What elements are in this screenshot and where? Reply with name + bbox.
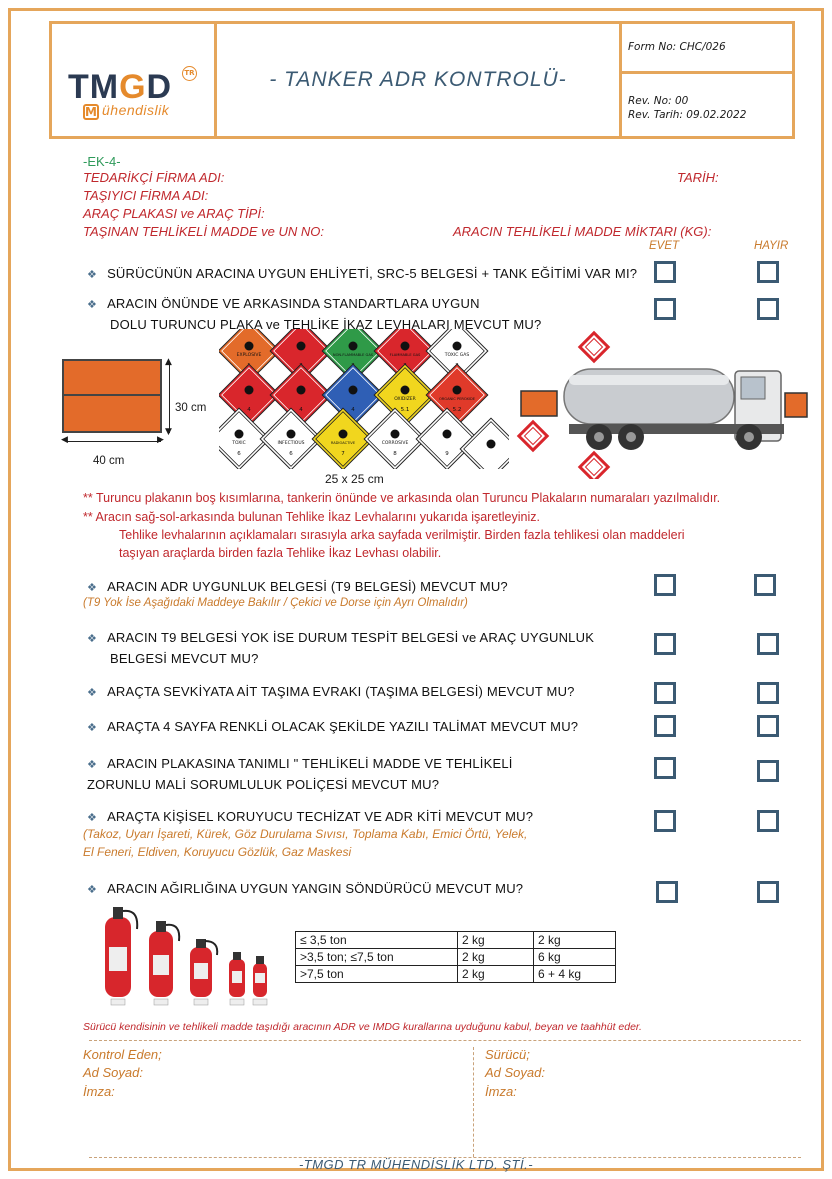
diamond-bullet-icon: ❖	[87, 884, 98, 896]
q5-yes-checkbox[interactable]	[654, 682, 676, 704]
fire-extinguisher-icon	[105, 907, 137, 1005]
plate-type-field[interactable]: ARAÇ PLAKASI ve ARAÇ TİPİ:	[83, 206, 265, 221]
note-4: taşıyan araçlarda birden fazla Tehlike İkaz Levhası olabilir.	[119, 546, 442, 560]
q6-yes-checkbox[interactable]	[654, 715, 676, 737]
note-2: ** Aracın sağ-sol-arkasında bulunan Tehlike İkaz Levhalarını yukarıda işaretleyiniz.	[83, 510, 540, 524]
q8-no-checkbox[interactable]	[757, 810, 779, 832]
question-2: ❖ ARACIN ÖNÜNDE VE ARKASINDA STANDARTLARA UYGUN DOLU TURUNCU PLAKA ve TEHLİKE İKAZ LEVHALARI MEVCUT MU?	[87, 296, 542, 332]
form-title: - TANKER ADR KONTROLÜ-	[217, 24, 622, 136]
inspector-title: Kontrol Eden;	[83, 1047, 162, 1062]
logo-m-icon: M	[83, 104, 99, 120]
hazard-sign-label: NON-FLAMMABLE GAS	[332, 353, 374, 357]
signoff-divider	[473, 1047, 474, 1157]
hazard-symbol-icon	[349, 386, 358, 395]
table-row: >3,5 ton; ≤7,5 ton 2 kg 6 kg	[296, 949, 616, 966]
carrier-field[interactable]: TAŞIYICI FİRMA ADI:	[83, 188, 209, 203]
diamond-marker-top	[580, 333, 608, 361]
driver-name-field[interactable]: Ad Soyad:	[485, 1065, 545, 1080]
question-1: ❖ SÜRÜCÜNÜN ARACINA UYGUN EHLİYETİ, SRC-5 BELGESİ + TANK EĞİTİMİ VAR MI?	[87, 266, 638, 281]
q4-yes-checkbox[interactable]	[654, 633, 676, 655]
hazard-sign-16[interactable]	[460, 418, 509, 469]
hazard-class-number: 4	[247, 407, 251, 413]
hazard-symbol-icon	[297, 342, 306, 351]
hazard-symbol-icon	[401, 386, 410, 395]
section-label: -EK-4-	[83, 154, 121, 169]
rear-orange-plate	[521, 391, 557, 416]
hazard-symbol-icon	[453, 386, 462, 395]
hazard-class-number: 6	[237, 451, 241, 457]
diamond-bullet-icon: ❖	[87, 759, 98, 771]
hazard-signs-grid	[219, 329, 509, 469]
footer-company: -TMGD TR MÜHENDİSLİK LTD. ŞTİ.-	[298, 1157, 534, 1172]
note-3: Tehlike levhalarının açıklamaları sırasıyla arka sayfada verilmiştir. Birden fazla tehlikesi olan maddeleri	[119, 528, 685, 542]
no-column-header: HAYIR	[754, 240, 789, 252]
orange-plate	[62, 359, 162, 433]
company-logo: TMGD TR ühendislik M	[52, 24, 217, 136]
hazard-sign-label: CORROSIVE	[381, 441, 409, 446]
hazard-symbol-icon	[487, 440, 496, 449]
hazard-symbol-icon	[245, 386, 254, 395]
hazard-sign-15[interactable]	[416, 408, 478, 469]
diamond-bullet-icon: ❖	[87, 269, 98, 281]
hazard-class-number: 7	[341, 451, 345, 457]
form-page	[8, 8, 824, 1171]
date-field[interactable]: TARİH:	[677, 170, 719, 185]
height-arrow	[169, 363, 170, 433]
question-9: ❖ ARACIN AĞIRLIĞINA UYGUN YANGIN SÖNDÜRÜCÜ MEVCUT MU?	[87, 881, 524, 896]
question-4: ❖ ARACIN T9 BELGESİ YOK İSE DURUM TESPİT BELGESİ ve ARAÇ UYGUNLUK BELGESİ MEVCUT MU?	[87, 630, 595, 666]
diamond-marker-left	[519, 422, 547, 450]
front-orange-plate	[785, 393, 807, 417]
diamond-bullet-icon: ❖	[87, 687, 98, 699]
fire-extinguisher-icon	[149, 921, 179, 1005]
arrow-left-icon: ◀	[61, 435, 68, 445]
hazard-class-number: 4	[299, 407, 303, 413]
q4-no-checkbox[interactable]	[757, 633, 779, 655]
diamond-bullet-icon: ❖	[87, 633, 98, 645]
driver-title: Sürücü;	[485, 1047, 530, 1062]
arrow-right-icon: ▶	[157, 435, 164, 445]
diamond-bullet-icon: ❖	[87, 722, 98, 734]
separator-top	[89, 1040, 801, 1041]
hazard-sign-label: RADIOACTIVE	[330, 441, 356, 445]
hazard-sign-label: INFECTIOUS	[277, 441, 305, 446]
question-5: ❖ ARAÇTA SEVKİYATA AİT TAŞIMA EVRAKI (TAŞIMA BELGESİ) MEVCUT MU?	[87, 684, 575, 699]
question-8: ❖ ARAÇTA KİŞİSEL KORUYUCU TECHİZAT VE ADR KİTİ MEVCUT MU?	[87, 809, 534, 824]
sign-size-label: 25 x 25 cm	[325, 472, 384, 486]
form-number: Form No: CHC/026	[622, 24, 792, 74]
q3-no-checkbox[interactable]	[754, 574, 776, 596]
question-7: ❖ ARACIN PLAKASINA TANIMLI " TEHLİKELİ MADDE VE TEHLİKELİ ZORUNLU MALİ SORUMLULUK POLİÇESİ MEVCUT MU?	[87, 756, 513, 792]
revision-date: Rev. Tarih: 09.02.2022	[628, 109, 747, 121]
table-row: ≤ 3,5 ton 2 kg 2 kg	[296, 932, 616, 949]
diamond-bullet-icon: ❖	[87, 582, 98, 594]
logo-badge: TR	[182, 66, 197, 81]
hazard-symbol-icon	[349, 342, 358, 351]
q1-yes-checkbox[interactable]	[654, 261, 676, 283]
arrow-down-icon: ▼	[165, 427, 172, 437]
hazard-symbol-icon	[245, 342, 254, 351]
hazard-sign-10[interactable]	[426, 364, 488, 426]
q2-yes-checkbox[interactable]	[654, 298, 676, 320]
hazard-class-number: 4	[351, 407, 355, 413]
hazard-symbol-icon	[235, 430, 244, 439]
hazard-sign-label: FLAMMABLE GAS	[389, 353, 421, 357]
diamond-bullet-icon: ❖	[87, 812, 98, 824]
revision-number: Rev. No: 00	[628, 95, 689, 107]
inspector-name-field[interactable]: Ad Soyad:	[83, 1065, 143, 1080]
width-arrow	[67, 441, 161, 442]
hazard-symbol-icon	[443, 430, 452, 439]
ppe-subnote-1: (Takoz, Uyarı İşareti, Kürek, Göz Durulama Sıvısı, Toplama Kabı, Emici Örtü, Yelek,	[83, 827, 528, 841]
fire-extinguisher-icon	[190, 939, 217, 1005]
hazard-sign-label: TOXIC GAS	[444, 353, 470, 358]
question-6: ❖ ARAÇTA 4 SAYFA RENKLİ OLACAK ŞEKİLDE YAZILI TALİMAT MEVCUT MU?	[87, 719, 579, 734]
hazard-symbol-icon	[339, 430, 348, 439]
hazard-sign-label: OXIDIZER	[394, 397, 416, 402]
driver-declaration: Sürücü kendisinin ve tehlikeli madde taşıdığı aracının ADR ve IMDG kurallarına uyduğunu kabul, beyan ve taahhüt eder.	[83, 1021, 642, 1033]
hazard-symbol-icon	[401, 342, 410, 351]
hazard-symbol-icon	[287, 430, 296, 439]
q5-no-checkbox[interactable]	[757, 682, 779, 704]
supplier-field[interactable]: TEDARİKÇİ FİRMA ADI:	[83, 170, 225, 185]
hazard-symbol-icon	[453, 342, 462, 351]
ppe-subnote-2: El Feneri, Eldiven, Koruyucu Gözlük, Gaz Maskesi	[83, 845, 352, 859]
note-1: ** Turuncu plakanın boş kısımlarına, tankerin önünde ve arkasında olan Turuncu Plakaların numaraları yazılmalıdır.	[83, 491, 721, 505]
hazard-class-number: 9	[445, 451, 449, 457]
table-row: >7,5 ton 2 kg 6 + 4 kg	[296, 966, 616, 983]
fire-extinguisher-icon	[229, 952, 245, 1005]
driver-signature-field[interactable]: İmza:	[485, 1084, 517, 1099]
q9-yes-checkbox[interactable]	[656, 881, 678, 903]
quantity-field[interactable]: ARACIN TEHLİKELİ MADDE MİKTARI (KG):	[453, 224, 712, 239]
q8-yes-checkbox[interactable]	[654, 810, 676, 832]
t9-subnote: (T9 Yok İse Aşağıdaki Maddeye Bakılır / Çekici ve Dorse için Ayrı Olmalıdır)	[83, 597, 468, 609]
q9-no-checkbox[interactable]	[757, 881, 779, 903]
hazard-class-number: 8	[393, 451, 397, 457]
fire-extinguishers-illustration	[93, 899, 273, 1009]
hazard-class-number: 5.2	[452, 407, 462, 413]
q2-no-checkbox[interactable]	[757, 298, 779, 320]
form-header	[49, 21, 795, 139]
material-un-field[interactable]: TAŞINAN TEHLİKELİ MADDE ve UN NO:	[83, 224, 325, 239]
q7-yes-checkbox[interactable]	[654, 757, 676, 779]
question-3: ❖ ARACIN ADR UYGUNLUK BELGESİ (T9 BELGESİ) MEVCUT MU?	[87, 579, 508, 594]
arrow-up-icon: ▲	[165, 357, 172, 367]
q7-no-checkbox[interactable]	[757, 760, 779, 782]
q3-yes-checkbox[interactable]	[654, 574, 676, 596]
yes-column-header: EVET	[649, 240, 680, 252]
hazard-sign-label: EXPLOSIVE	[236, 353, 262, 358]
plate-width-label: 40 cm	[93, 455, 125, 467]
inspector-signature-field[interactable]: İmza:	[83, 1084, 115, 1099]
diamond-marker-bottom	[580, 453, 608, 479]
q1-no-checkbox[interactable]	[757, 261, 779, 283]
extinguisher-table	[295, 931, 616, 983]
tanker-truck-illustration	[509, 329, 809, 479]
form-meta	[622, 24, 792, 136]
hazard-class-number: 6	[289, 451, 293, 457]
hazard-sign-label: ORGANIC PEROXIDE	[438, 397, 476, 401]
hazard-sign-label: TOXIC	[232, 441, 246, 446]
hazard-symbol-icon	[297, 386, 306, 395]
hazard-class-number: 5.1	[400, 407, 410, 413]
plate-height-label: 30 cm	[175, 402, 207, 414]
hazard-signs-svg	[219, 329, 509, 469]
hazard-symbol-icon	[391, 430, 400, 439]
diamond-bullet-icon: ❖	[87, 299, 98, 311]
q6-no-checkbox[interactable]	[757, 715, 779, 737]
fire-extinguisher-icon	[253, 956, 267, 1005]
